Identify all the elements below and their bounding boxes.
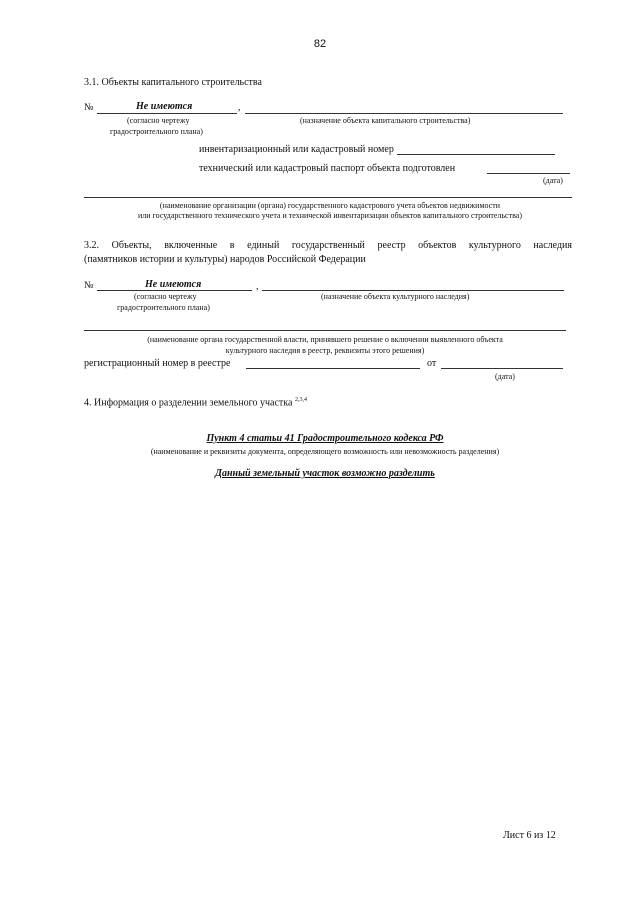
registry-number-line [246, 368, 420, 369]
object-purpose-line [245, 113, 563, 114]
note-gradplan: градостроительного плана) [117, 303, 210, 312]
division-conclusion: Данный земельный участок возможно разделить [215, 468, 435, 479]
note-drawing: (согласно чертежу [127, 116, 190, 125]
note-gradplan: градостроительного плана) [110, 127, 203, 136]
note-heritage-purpose: (назначение объекта культурного наследия) [321, 292, 470, 301]
inventory-number-label: инвентаризационный или кадастровый номер [199, 144, 394, 155]
section-3-1-heading: 3.1. Объекты капитального строительства [84, 77, 262, 88]
authority-line [84, 330, 566, 331]
section-3-2-heading-1: 3.2. Объекты, включенные в единый государственный реестр объектов культурного наследия [84, 240, 572, 251]
from-label: от [427, 358, 437, 369]
authority-note-1: (наименование органа государственной власти, принявшего решение о включении выявленного объекта [147, 335, 503, 344]
date-note: (дата) [543, 176, 563, 185]
passport-date-line [487, 173, 570, 174]
heritage-number-line [97, 290, 252, 291]
note-drawing: (согласно чертежу [134, 292, 197, 301]
number-sign: № [84, 280, 94, 291]
inventory-number-line [397, 154, 555, 155]
object-number-line [97, 113, 237, 114]
authority-note-2: культурного наследия в реестр, реквизиты этого решения) [225, 346, 425, 355]
sheet-counter: Лист 6 из 12 [503, 830, 556, 841]
passport-label: технический или кадастровый паспорт объекта подготовлен [199, 163, 456, 174]
section-3-2-heading-2: (памятников истории и культуры) народов Российской Федерации [84, 254, 366, 265]
comma: , [256, 281, 259, 292]
organization-note-2: или государственного технического учета и технической инвентаризации объектов капитального строительства) [137, 211, 522, 220]
document-reference-note: (наименование и реквизиты документа, определяющего возможность или невозможность разделения) [150, 447, 500, 456]
page-number: 82 [313, 38, 327, 50]
heritage-purpose-line [262, 290, 564, 291]
registry-date-line [441, 368, 563, 369]
heritage-number-value: Не имеются [145, 279, 202, 290]
registry-number-label: регистрационный номер в реестре [84, 358, 231, 369]
note-object-purpose: (назначение объекта капитального строительства) [300, 116, 471, 125]
section-4-heading-text: 4. Информация о разделении земельного участка [84, 397, 293, 409]
footnote-ref: 2,3,4 [294, 397, 307, 403]
object-number-value: Не имеются [136, 101, 193, 112]
comma: , [238, 102, 241, 113]
section-4-heading [84, 397, 307, 408]
organization-note-1: (наименование организации (органа) государственного кадастрового учета объектов недвижимости [159, 201, 501, 210]
document-reference: Пункт 4 статьи 41 Градостроительного кодекса РФ [206, 433, 444, 444]
organization-line [84, 197, 572, 198]
number-sign: № [84, 102, 94, 113]
date-note: (дата) [495, 372, 515, 381]
